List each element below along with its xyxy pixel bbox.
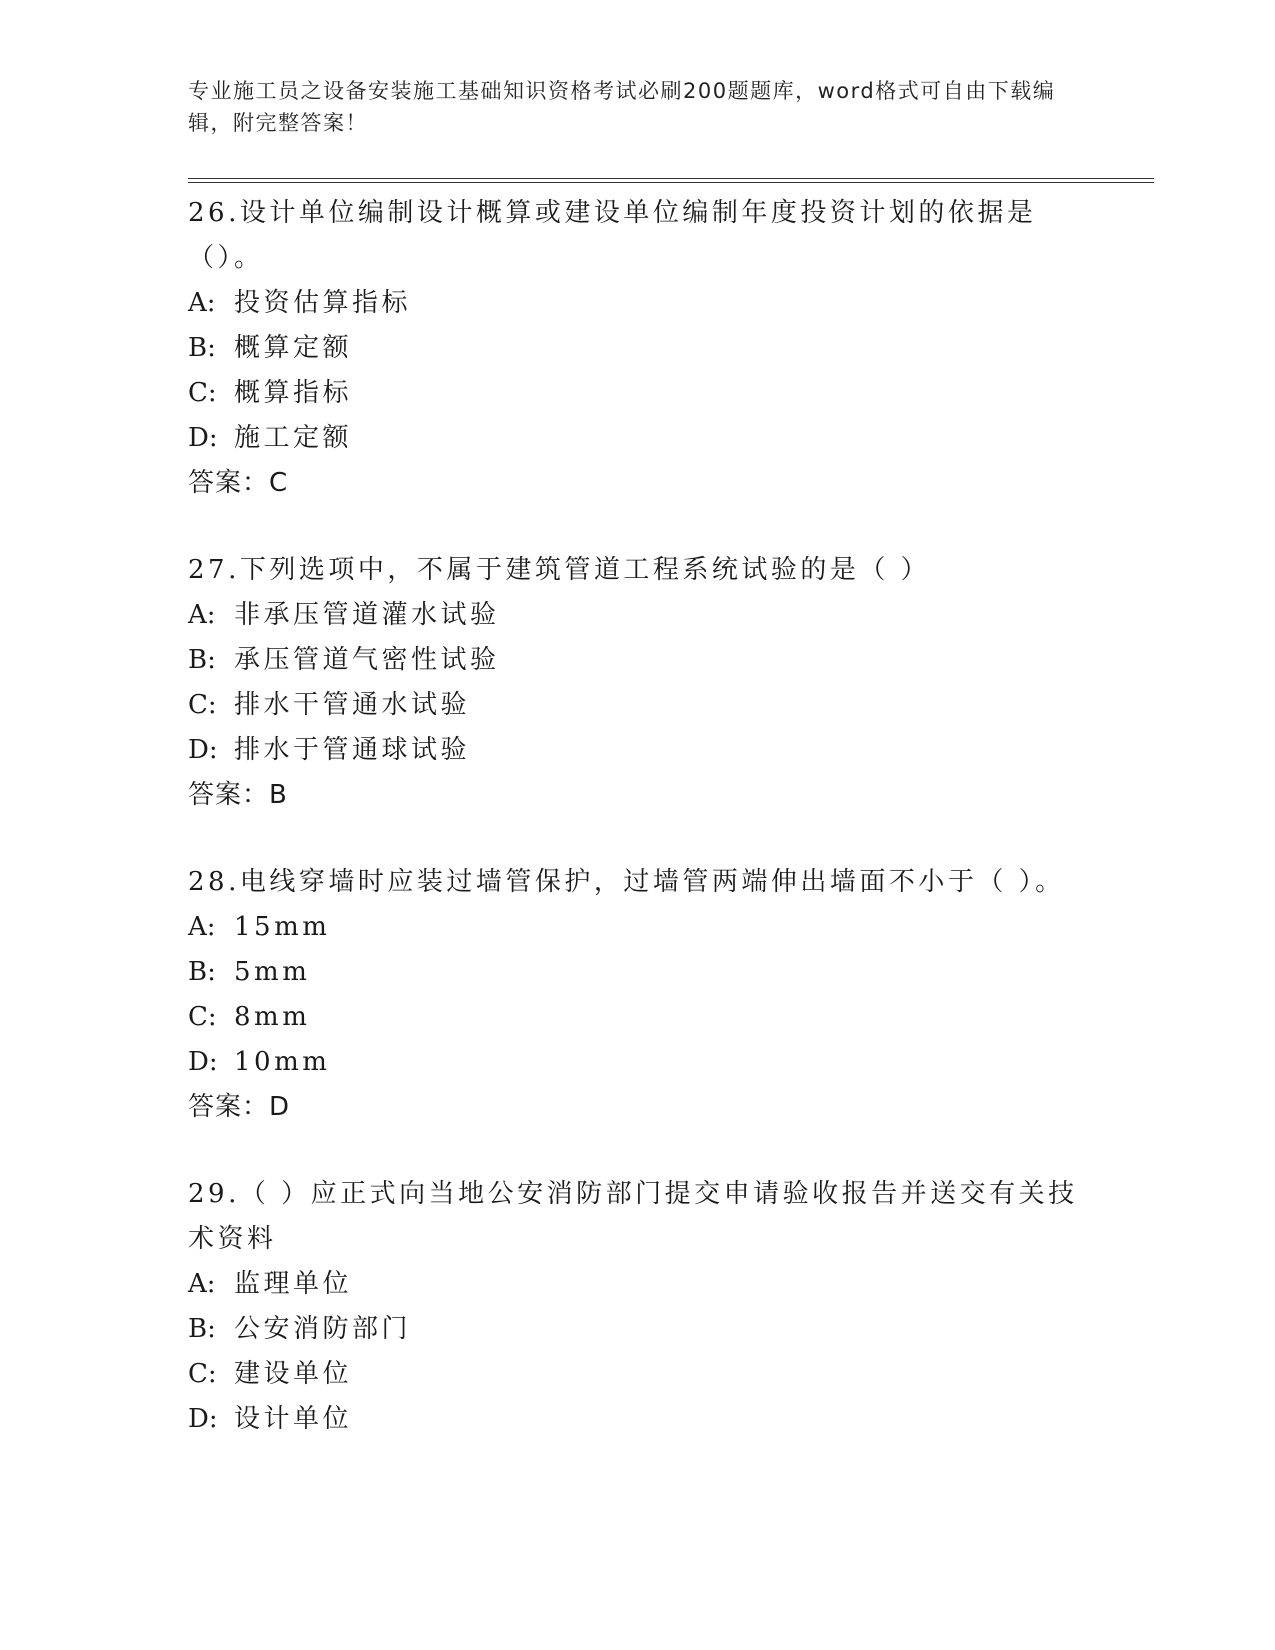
- option-text: 排水于管通球试验: [234, 735, 471, 765]
- answer-line: [188, 461, 1088, 506]
- option-text: 概算指标: [234, 378, 353, 408]
- option-text: 8mm: [234, 1002, 311, 1032]
- answer-value: C: [269, 468, 289, 498]
- option-key: C:: [188, 378, 217, 408]
- option-key: D:: [188, 735, 218, 765]
- option-key: C:: [188, 690, 217, 720]
- option-text: 概算定额: [234, 333, 353, 363]
- document-header: 专业施工员之设备安装施工基础知识资格考试必刷200题题库，word格式可自由下载编辑，附完整答案！: [188, 79, 1056, 135]
- option-key: B:: [188, 957, 216, 987]
- option-key: A:: [188, 600, 216, 630]
- option-key: B:: [188, 645, 216, 675]
- option-c: [188, 371, 1088, 416]
- option-key: B:: [188, 1314, 216, 1344]
- option-key: C:: [188, 1359, 217, 1389]
- option-text: 设计单位: [234, 1404, 353, 1434]
- option-text: 建设单位: [234, 1359, 353, 1389]
- answer-label: 答案：: [188, 780, 270, 810]
- option-key: D:: [188, 1047, 218, 1077]
- option-text: 排水干管通水试验: [234, 690, 471, 720]
- option-text: 施工定额: [234, 423, 353, 453]
- option-key: A:: [188, 912, 216, 942]
- option-b: [188, 638, 1088, 683]
- option-d: [188, 1040, 1088, 1085]
- answer-value: D: [269, 1092, 291, 1122]
- question-stem: 28.电线穿墙时应装过墙管保护，过墙管两端伸出墙面不小于（ ）。: [188, 867, 1065, 897]
- option-a: [188, 1262, 1088, 1307]
- option-d: [188, 1397, 1088, 1442]
- option-text: 15mm: [234, 912, 331, 942]
- option-text: 公安消防部门: [234, 1314, 412, 1344]
- answer-line: [188, 773, 1088, 818]
- question-29: [188, 1172, 1088, 1442]
- question-stem: 26.设计单位编制设计概算或建设单位编制年度投资计划的依据是（）。: [188, 198, 1037, 273]
- option-d: [188, 416, 1088, 461]
- question-stem: 29.（ ）应正式向当地公安消防部门提交申请验收报告并送交有关技术资料: [188, 1179, 1078, 1254]
- option-key: D:: [188, 423, 218, 453]
- question-stem: 27.下列选项中，不属于建筑管道工程系统试验的是（ ）: [188, 555, 931, 585]
- answer-value: B: [269, 780, 288, 810]
- option-text: 监理单位: [234, 1269, 353, 1299]
- option-key: B:: [188, 333, 216, 363]
- option-text: 承压管道气密性试验: [234, 645, 500, 675]
- option-key: A:: [188, 288, 216, 318]
- option-c: [188, 683, 1088, 728]
- option-b: [188, 950, 1088, 995]
- option-b: [188, 326, 1088, 371]
- option-key: C:: [188, 1002, 217, 1032]
- answer-line: [188, 1085, 1088, 1130]
- option-text: 10mm: [234, 1047, 331, 1077]
- question-28: [188, 860, 1088, 1130]
- option-d: [188, 728, 1088, 773]
- header-divider-top: [188, 178, 1154, 179]
- option-text: 5mm: [234, 957, 311, 987]
- option-a: [188, 593, 1088, 638]
- option-b: [188, 1307, 1088, 1352]
- option-text: 投资估算指标: [234, 288, 412, 318]
- option-c: [188, 995, 1088, 1040]
- question-list: [188, 191, 1088, 1484]
- header-divider-bottom: [188, 182, 1154, 183]
- answer-label: 答案：: [188, 468, 270, 498]
- question-26: [188, 191, 1088, 506]
- question-27: [188, 548, 1088, 818]
- option-a: [188, 905, 1088, 950]
- option-c: [188, 1352, 1088, 1397]
- option-text: 非承压管道灌水试验: [234, 600, 500, 630]
- option-key: A:: [188, 1269, 216, 1299]
- answer-label: 答案：: [188, 1092, 270, 1122]
- option-a: [188, 281, 1088, 326]
- option-key: D:: [188, 1404, 218, 1434]
